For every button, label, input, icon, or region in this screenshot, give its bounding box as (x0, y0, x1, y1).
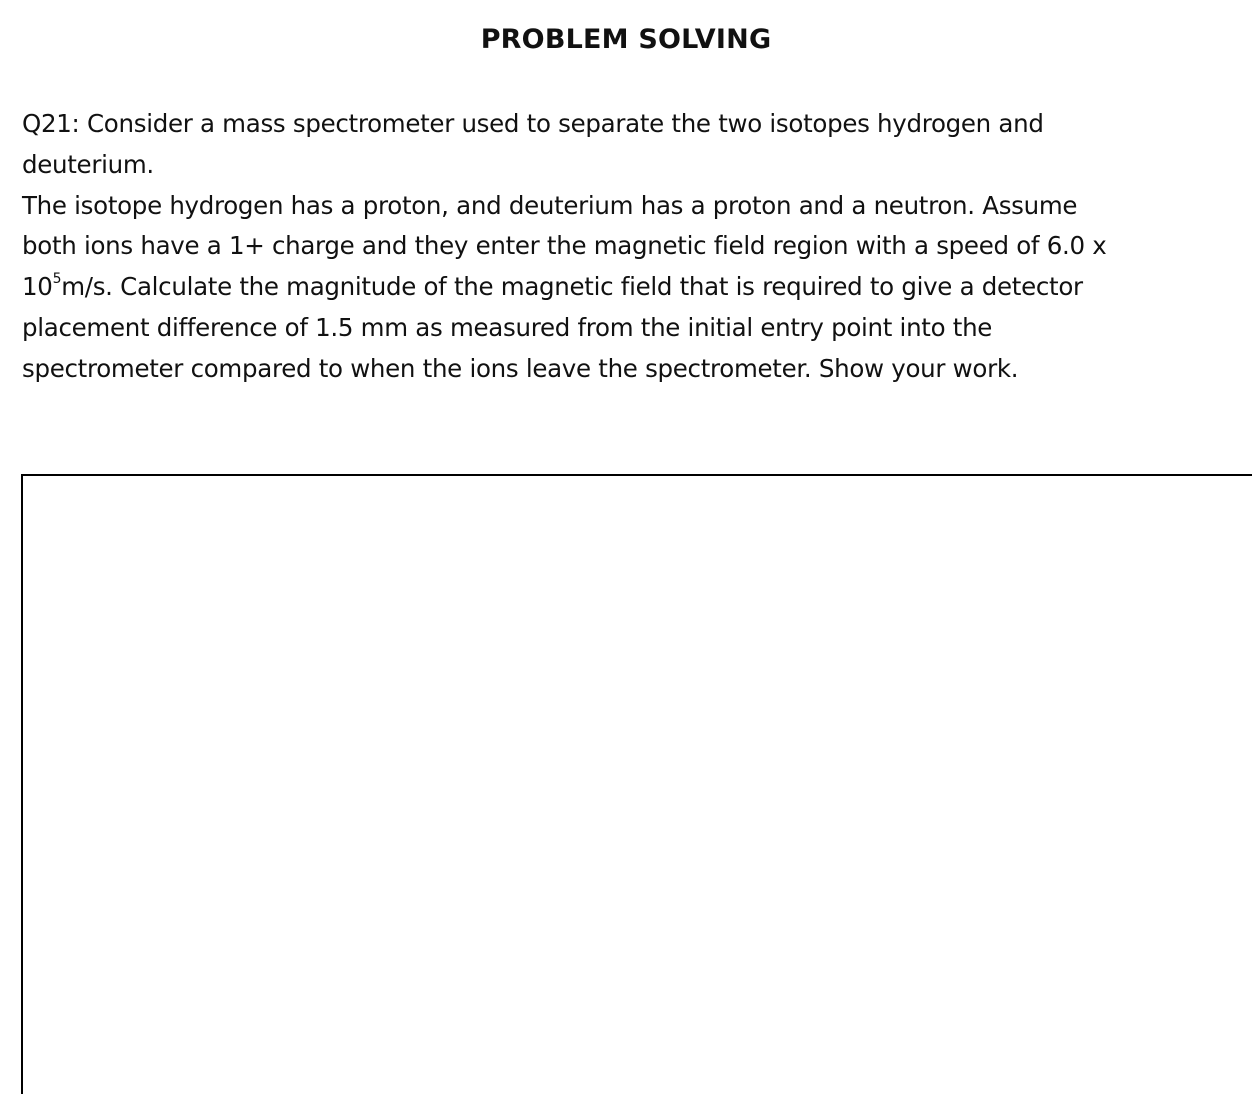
speed-exponent: 5 (52, 271, 62, 288)
speed-base: 10 (22, 272, 53, 302)
question-line (22, 267, 1232, 308)
question-line: Q21: Consider a mass spectrometer used to separate the two isotopes hydrogen and (22, 109, 1044, 138)
question-text (22, 104, 1232, 390)
question-line: deuterium. (22, 149, 154, 179)
question-line: The isotope hydrogen has a proton, and deuterium has a proton and a neutron. Assume (22, 190, 1078, 220)
question-line: placement difference of 1.5 mm as measured from the initial entry point into the (22, 312, 993, 342)
question-line: spectrometer compared to when the ions leave the spectrometer. Show your work. (22, 353, 1019, 383)
page-title: PROBLEM SOLVING (480, 24, 772, 55)
answer-box[interactable] (21, 474, 1252, 1094)
question-line: both ions have a 1+ charge and they enter the magnetic field region with a speed of 6.0 x (22, 231, 1107, 261)
question-line-rest: m/s. Calculate the magnitude of the magnetic field that is required to give a detector (61, 272, 1083, 302)
